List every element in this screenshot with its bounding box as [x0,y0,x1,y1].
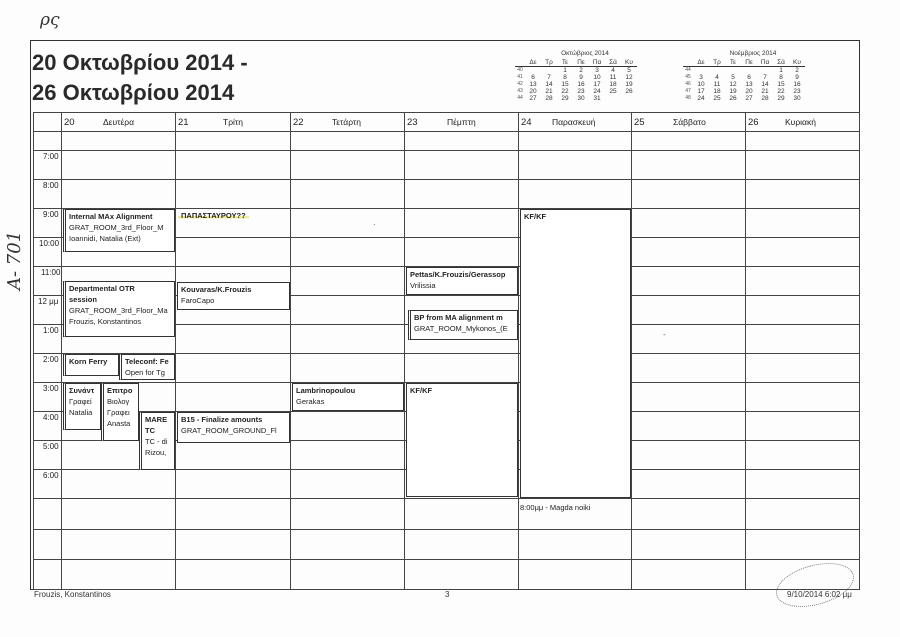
day-cell: 21 [761,88,769,95]
event-internal-max-alignment[interactable] [63,209,175,252]
grid-line [745,112,746,590]
event-location: Gerakas [296,397,325,406]
scan-speck: - [663,330,666,339]
event-kouvaras-frouzis[interactable] [177,282,290,310]
event-location: GRAT_ROOM_GROUND_Fl [181,426,277,435]
day-number: 20 [64,117,75,128]
day-cell [757,67,773,75]
grid-line [518,112,519,590]
event-subtitle: Γραφει [107,408,130,417]
event-mare-tc[interactable] [139,412,175,470]
weekday-header: Δε [525,59,541,67]
event-kf-thursday[interactable] [406,383,518,497]
day-cell: 22 [561,88,569,95]
day-number: 26 [748,117,759,128]
mini-calendar-november [683,50,805,102]
week-number: 44 [685,67,691,73]
day-header-saturday [631,114,745,130]
footer-page-number: 3 [445,590,450,599]
time-label: 8:00 [43,181,59,190]
day-cell: 27 [529,95,537,102]
event-location: FaroCapo [181,296,215,305]
event-kf-friday[interactable] [520,209,631,498]
event-title: BP from MA alignment m [414,313,503,322]
day-cell: 19 [625,81,633,88]
day-header-friday [518,114,631,130]
event-bp-from-ma-alignment[interactable] [408,310,518,340]
day-cell: 10 [593,74,601,81]
event-subtitle: TC - di [145,437,168,446]
day-cell: 7 [547,74,551,81]
time-label: 2:00 [43,355,59,364]
day-cell: 4 [611,67,615,74]
day-cell: 25 [713,95,721,102]
day-cell: 14 [545,81,553,88]
day-cell: 12 [729,81,737,88]
week-number: 44 [517,95,523,101]
day-header-thursday [404,114,518,130]
time-label: 10:00 [39,239,60,248]
day-cell: 16 [577,81,585,88]
day-cell: 15 [561,81,569,88]
week-title [32,48,248,108]
day-number: 25 [634,117,645,128]
event-subtitle: Βιολογ [107,397,130,406]
event-location: GRAT_ROOM_3rd_Floor_Ma [69,306,168,315]
day-cell: 7 [763,74,767,81]
grid-line [859,112,860,590]
day-cell: 10 [697,81,705,88]
event-title: Pettas/K.Frouzis/Gerassop [410,270,506,279]
day-cell: 2 [579,67,583,74]
day-header-sunday [745,114,859,130]
mini-calendar-grid [515,59,637,102]
grid-line [175,112,176,590]
grid-line [33,112,860,113]
day-cell [605,95,621,102]
week-title-line-1: 20 Οκτωβρίου 2014 - [32,50,248,75]
mini-calendar-title: Νοέμβριος 2014 [729,50,777,57]
time-label: 12 μμ [38,297,59,306]
event-subtitle: Open for Tg [125,368,165,377]
day-cell: 23 [577,88,585,95]
grid-line [631,112,632,590]
event-korn-ferry[interactable] [63,354,119,376]
day-cell: 19 [729,88,737,95]
grid-line [33,529,860,530]
weekday-header: Πα [589,59,605,67]
day-cell: 6 [747,74,751,81]
day-cell: 26 [729,95,737,102]
event-attendee: Natalia [69,408,93,417]
weekday-header: Σά [605,59,621,67]
day-name: Δευτέρα [103,117,135,127]
weekday-header: Τρ [709,59,725,67]
event-title: MARE [145,415,168,424]
day-name: Τετάρτη [332,117,361,127]
time-label: 3:00 [43,384,59,393]
day-cell: 13 [745,81,753,88]
day-cell: 16 [793,81,801,88]
day-cell: 18 [713,88,721,95]
day-cell: 15 [777,81,785,88]
day-cell: 28 [761,95,769,102]
day-cell: 20 [745,88,753,95]
weekday-header: Πα [757,59,773,67]
day-cell: 11 [713,81,721,88]
time-label: 6:00 [43,471,59,480]
day-cell: 23 [793,88,801,95]
grid-line [33,179,860,180]
grid-line [33,150,860,151]
day-cell: 8 [563,74,567,81]
event-title: KF/KF [524,212,547,221]
day-name: Τρίτη [223,117,244,127]
day-header-monday [61,114,175,130]
day-cell: 24 [697,95,705,102]
grid-line [33,131,860,132]
day-cell: 4 [715,74,719,81]
week-number: 41 [517,74,523,80]
event-attendee: Anasta [107,419,131,428]
time-label: 5:00 [43,442,59,451]
weekday-header: Τε [557,59,573,67]
event-title: Επιτρο [107,386,133,395]
handwritten-scribble: ρς [40,10,60,30]
day-number: 23 [407,117,418,128]
time-label: 7:00 [43,152,59,161]
day-cell: 9 [795,74,799,81]
week-number: 40 [517,67,523,73]
day-cell: 1 [563,67,567,74]
day-cell: 12 [625,74,633,81]
week-grid [33,112,860,590]
weekday-header: Πε [573,59,589,67]
day-cell: 5 [731,74,735,81]
event-b15-finalize-amounts[interactable] [177,412,290,443]
day-cell: 28 [545,95,553,102]
week-title-line-2: 26 Οκτωβρίου 2014 [32,80,235,105]
day-cell: 2 [795,67,799,74]
time-label: 11:00 [41,268,61,277]
day-cell: 31 [593,95,601,102]
weekday-header: Δε [693,59,709,67]
day-cell: 27 [745,95,753,102]
day-name: Κυριακή [785,117,816,127]
event-subtitle: TC [145,426,155,435]
day-name: Παρασκευή [552,117,596,127]
week-number: 43 [517,88,523,94]
grid-line [290,112,291,590]
day-cell: 14 [761,81,769,88]
handwritten-side-note: Α- 701 [4,230,25,290]
grid-line [33,498,860,499]
day-header-tuesday [175,114,290,130]
day-number: 22 [293,117,304,128]
day-cell: 18 [609,81,617,88]
event-departmental-otr-session[interactable] [63,281,175,337]
scan-speck: · [373,220,376,229]
weekday-header: Τε [725,59,741,67]
day-cell: 13 [529,81,537,88]
day-cell [621,95,637,102]
day-cell: 25 [609,88,617,95]
weekday-header: Κυ [621,59,637,67]
day-cell [709,67,725,75]
event-attendee: Rizou, [145,448,167,457]
week-number: 42 [517,81,523,87]
day-cell: 5 [627,67,631,74]
day-cell: 11 [609,74,617,81]
event-location: Vrilissia [410,281,436,290]
day-cell: 8 [779,74,783,81]
mini-calendar-october [515,50,637,102]
day-number: 24 [521,117,532,128]
weekday-header: Πε [741,59,757,67]
event-title: Korn Ferry [69,357,108,366]
event-title: Συνάντ [69,386,95,395]
weekday-header: Τρ [541,59,557,67]
grid-line [33,559,860,560]
week-number: 48 [685,95,691,101]
day-cell: 26 [625,88,633,95]
day-cell: 30 [793,95,801,102]
event-subtitle: Γραφεί [69,397,92,406]
event-title-cont: session [69,295,97,304]
mini-calendar-grid [683,59,805,102]
day-cell [541,67,557,75]
time-label: 9:00 [43,210,59,219]
day-cell: 3 [595,67,599,74]
event-location: GRAT_ROOM_3rd_Floor_M [69,223,164,232]
time-label: 4:00 [43,413,59,422]
day-cell [693,67,709,75]
weekday-header: Κυ [789,59,805,67]
event-attendee: Frouzis, Konstantinos [69,317,142,326]
event-magda-noiki[interactable]: 8:00μμ - Magda noiki [520,503,591,512]
day-cell [725,67,741,75]
event-title: KF/KF [410,386,433,395]
event-title: B15 - Finalize amounts [181,415,263,424]
day-name: Σάββατο [673,117,706,127]
event-title: Lambrinopoulou [296,386,356,395]
event-papastavrou[interactable]: ΠΑΠΑΣΤΑΥΡΟΥ?? [178,211,249,220]
event-title: Departmental OTR [69,284,135,293]
day-cell: 24 [593,88,601,95]
day-cell: 22 [777,88,785,95]
event-lambrinopoulou[interactable] [292,383,404,411]
weekday-header: Σά [773,59,789,67]
day-cell [741,67,757,75]
event-attendee: Ioannidi, Natalia (Ext) [69,234,141,243]
mini-calendar-title: Οκτώβριος 2014 [561,50,609,57]
day-cell: 17 [697,88,705,95]
footer-owner-name: Frouzis, Konstantinos [34,590,111,599]
day-cell: 21 [545,88,553,95]
day-header-wednesday [290,114,404,130]
event-title: Teleconf: Fe [125,357,169,366]
day-cell: 30 [577,95,585,102]
day-cell: 1 [779,67,783,74]
event-pettas-frouzis[interactable] [406,267,518,295]
day-number: 21 [178,117,189,128]
day-cell: 29 [777,95,785,102]
event-synanti[interactable] [63,383,101,430]
day-cell: 20 [529,88,537,95]
week-number: 45 [685,74,691,80]
event-epitropi[interactable] [101,383,139,441]
grid-line [61,112,62,590]
day-cell: 6 [531,74,535,81]
week-number: 47 [685,88,691,94]
day-cell: 17 [593,81,601,88]
day-cell [525,67,541,75]
grid-line [404,112,405,590]
event-title: Internal MAx Alignment [69,212,153,221]
event-location: GRAT_ROOM_Mykonos_(E [414,324,508,333]
week-number: 46 [685,81,691,87]
day-cell: 9 [579,74,583,81]
time-label: 1:00 [43,326,59,335]
day-name: Πέμπτη [447,117,476,127]
footer-timestamp: 9/10/2014 6:02 μμ [787,590,852,599]
event-title: Kouvaras/K.Frouzis [181,285,252,294]
day-cell: 29 [561,95,569,102]
event-teleconf[interactable] [119,354,175,380]
grid-line [33,112,34,590]
day-cell: 3 [699,74,703,81]
